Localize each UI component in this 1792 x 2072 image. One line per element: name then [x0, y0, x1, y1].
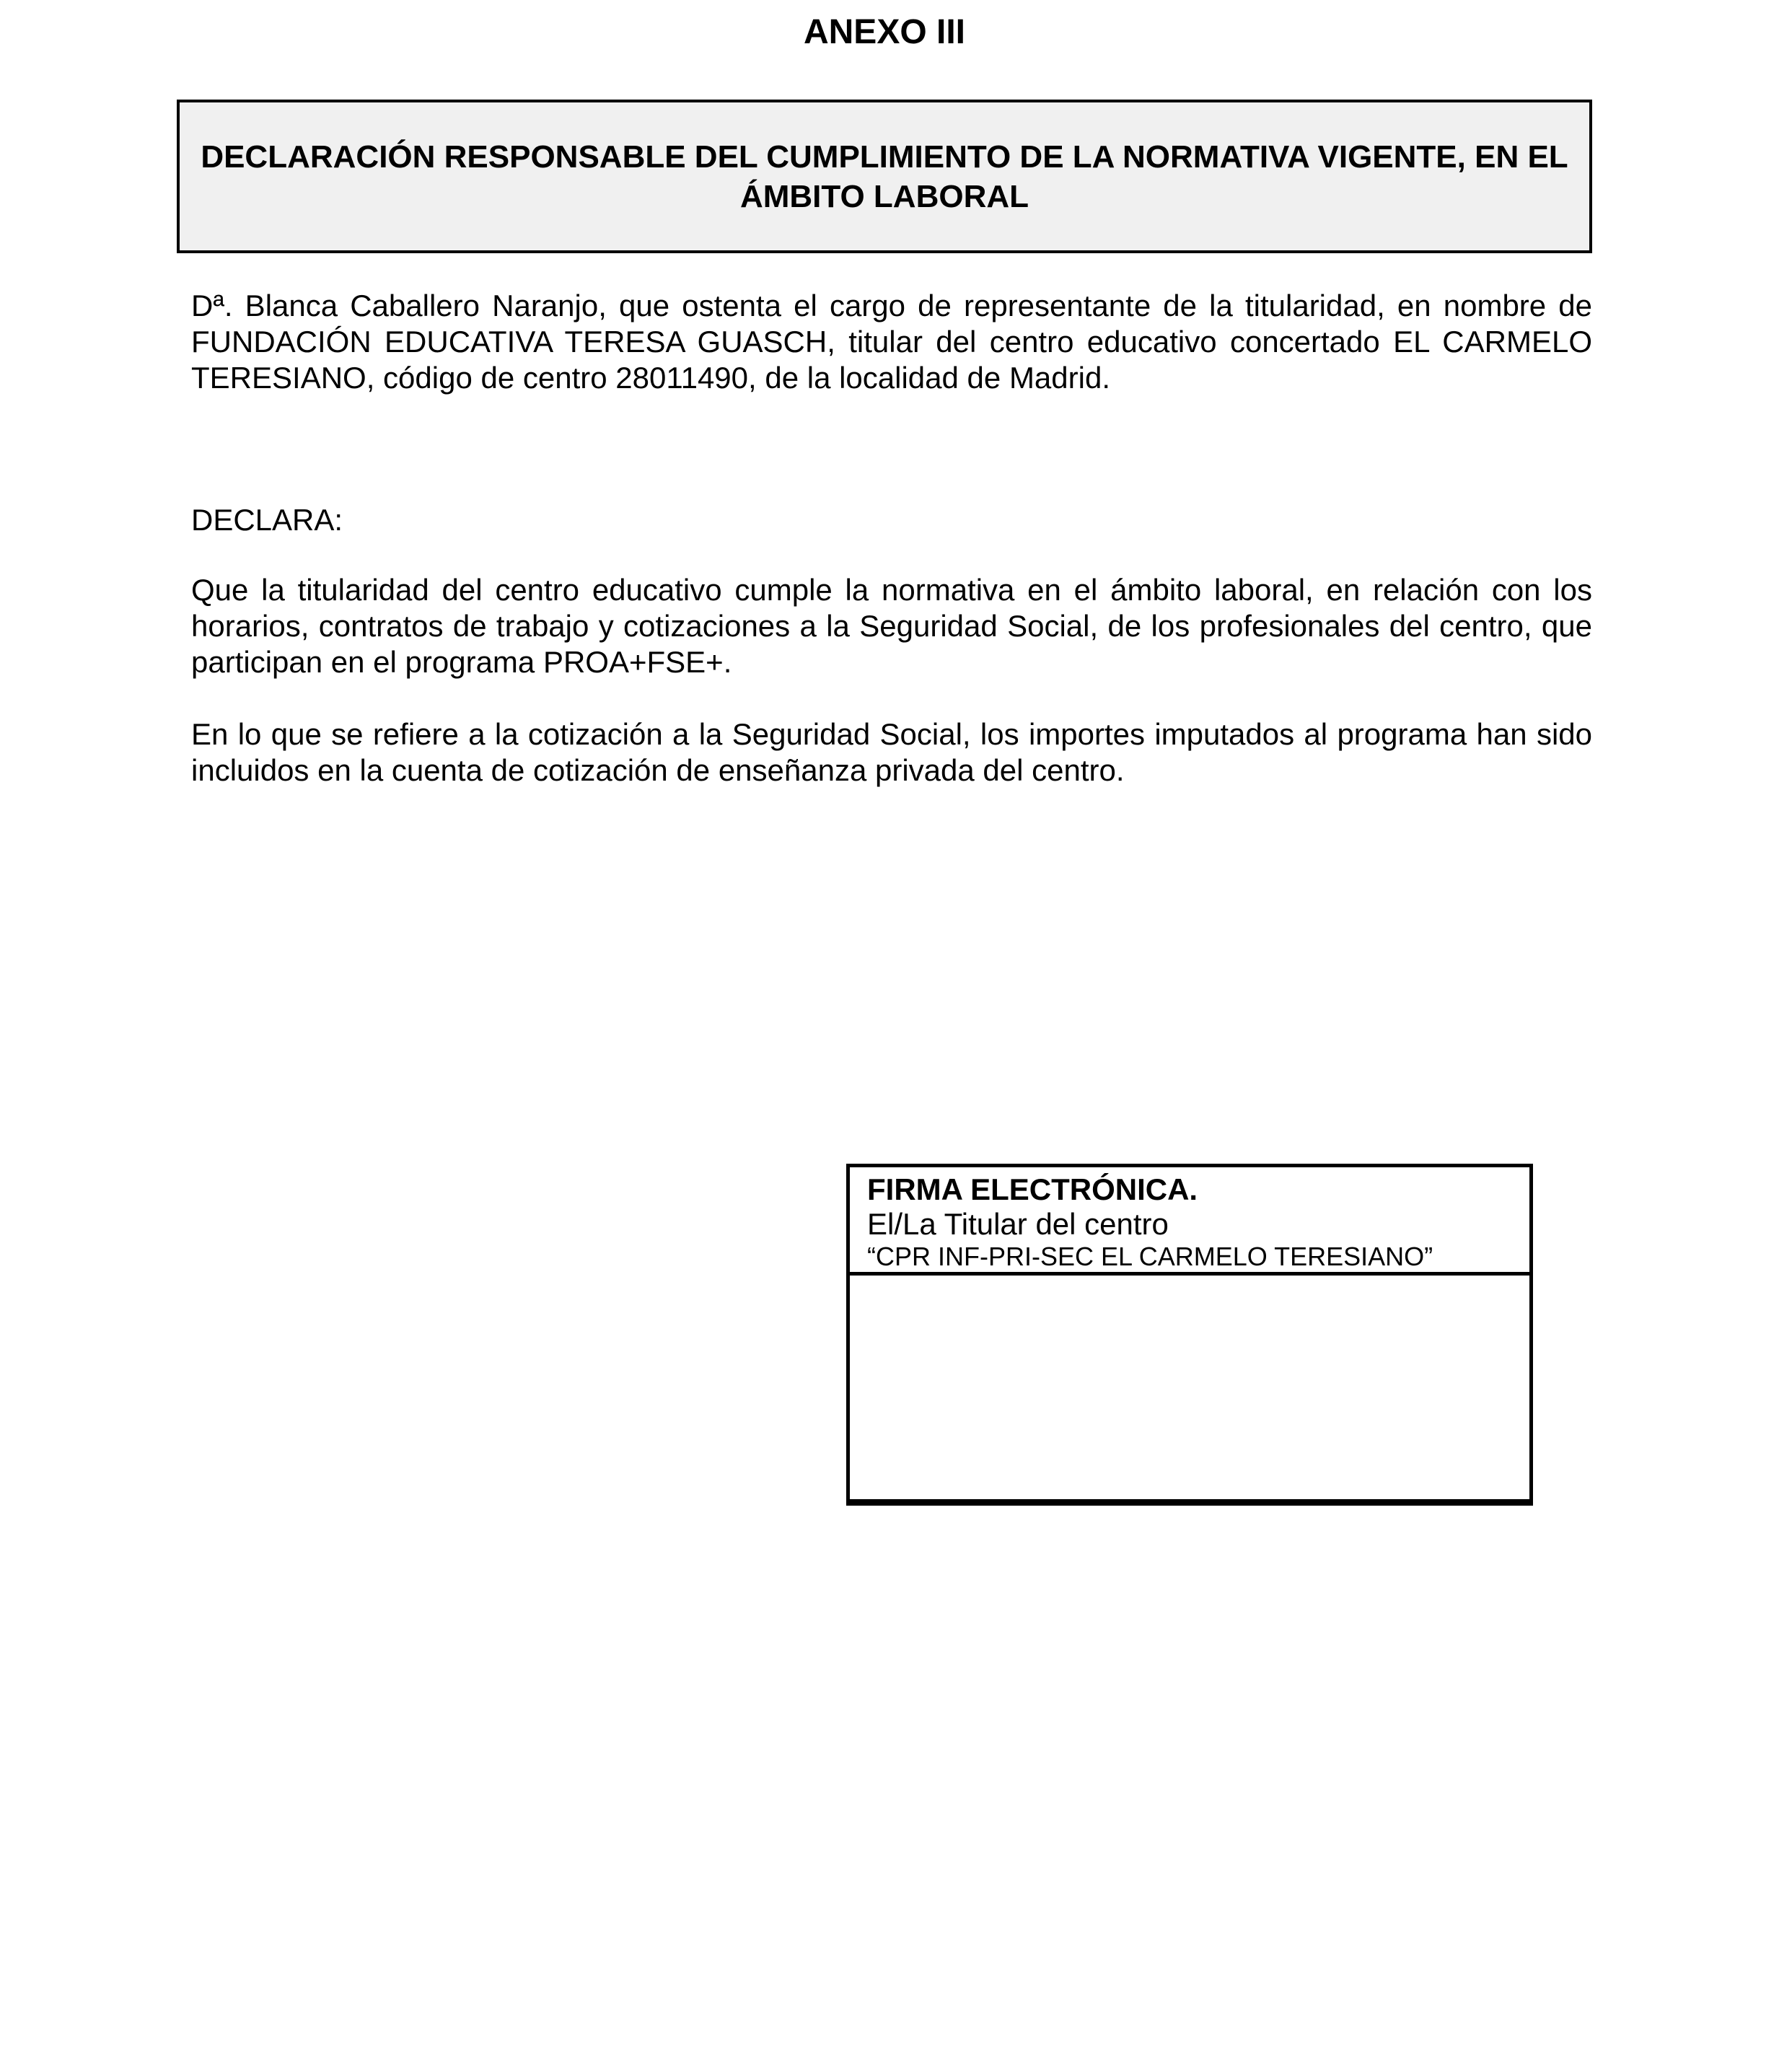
page-title: ANEXO III	[803, 13, 966, 51]
signature-signer-role: El/La Titular del centro	[867, 1207, 1169, 1241]
declaration-paragraph-2: En lo que se refiere a la cotización a la Seguridad Social, los importes imputados al programa han sido incluidos en la cuenta de cotización de enseñanza privada del centro.	[191, 717, 1592, 787]
signature-box	[846, 1164, 1533, 1506]
declares-label: DECLARA:	[191, 503, 343, 537]
declaration-header-box	[177, 100, 1592, 253]
signature-blank-area	[850, 1276, 1529, 1499]
declaration-header-line-2: ÁMBITO LABORAL	[739, 178, 1029, 214]
declaration-paragraph-1: Que la titularidad del centro educativo cumple la normativa en el ámbito laboral, en relación con los horarios, contratos de trabajo y cotizaciones a la Seguridad Social, de los profesionales del centro, que participan en el programa PROA+FSE+.	[191, 573, 1592, 679]
signature-title: FIRMA ELECTRÓNICA.	[867, 1172, 1198, 1206]
signature-box-header	[850, 1167, 1529, 1276]
signature-center-name: “CPR INF-PRI-SEC EL CARMELO TERESIANO”	[867, 1242, 1433, 1271]
declaration-header-line-1: DECLARACIÓN RESPONSABLE DEL CUMPLIMIENTO DE LA NORMATIVA VIGENTE, EN EL	[201, 139, 1568, 175]
intro-paragraph: Dª. Blanca Caballero Naranjo, que ostenta el cargo de representante de la titularidad, en nombre de FUNDACIÓN EDUCATIVA TERESA GUASCH, titular del centro educativo concertado EL CARMELO TERESIANO, código de centro 28011490, de la localidad de Madrid.	[191, 289, 1592, 395]
